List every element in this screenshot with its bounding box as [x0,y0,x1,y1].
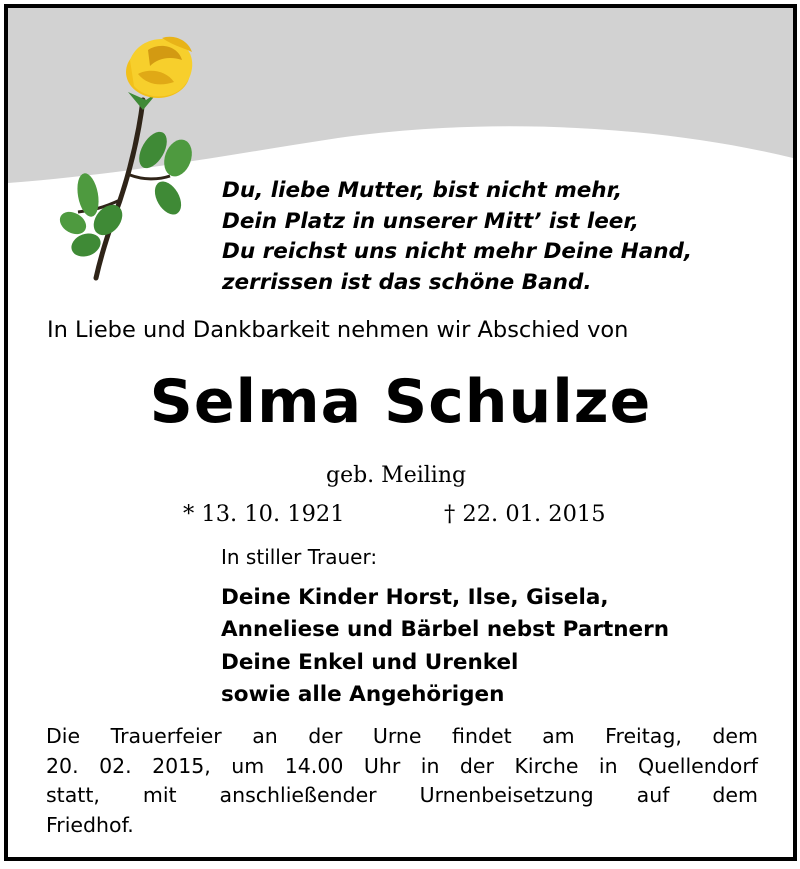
service-line: Die Trauerfeier an der Urne findet am Freitag, dem [46,724,758,748]
death-date: † 22. 01. 2015 [444,501,606,527]
mourners-line: Deine Kinder Horst, Ilse, Gisela, [221,585,609,610]
poem [222,176,692,298]
service-line: Friedhof. [46,812,134,837]
birth-date: * 13. 10. 1921 [183,501,345,527]
maiden-name: geb. Meiling [326,463,467,488]
poem-line: Du, liebe Mutter, bist nicht mehr, [222,178,623,203]
service-details [46,722,758,840]
service-line: statt, mit anschließender Urnenbeisetzung auf dem [46,783,758,807]
mourners-line: Deine Enkel und Urenkel [221,649,519,675]
obituary-notice [4,4,797,861]
service-line: 20. 02. 2015, um 14.00 Uhr in der Kirche in Quellendorf [46,753,758,778]
mourners-list [221,582,669,711]
deceased-name: Selma Schulze [149,367,652,437]
poem-line: Du reichst uns nicht mehr Deine Hand, [222,239,693,264]
mourners-line: sowie alle Angehörigen [221,681,505,707]
poem-line: Dein Platz in unserer Mitt’ ist leer, [222,208,639,234]
farewell-intro: In Liebe und Dankbarkeit nehmen wir Abschied von [47,317,629,343]
mourners-line: Anneliese und Bärbel nebst Partnern [221,617,670,643]
mourning-label: In stiller Trauer: [221,545,378,569]
yellow-rose-icon [58,30,203,285]
poem-line: zerrissen ist das schöne Band. [222,269,592,295]
